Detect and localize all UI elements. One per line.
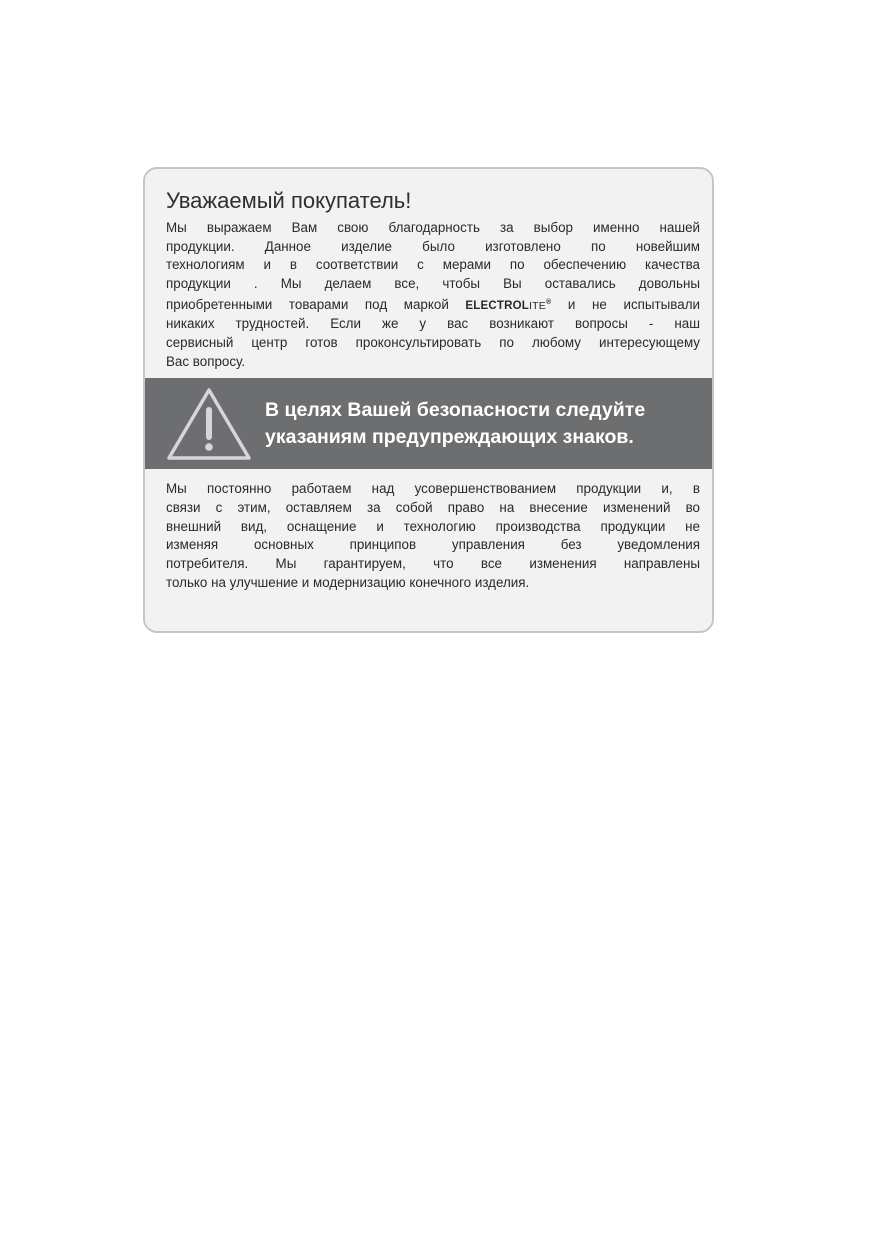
intro-line: Вас вопросу. xyxy=(166,353,246,369)
warning-line-1: В целях Вашей безопасности следуйте xyxy=(265,399,646,421)
intro-line: продукции . Мы делаем все, чтобы Вы оставались довольны xyxy=(166,276,700,292)
outro-line: связи с этим, оставляем за собой право на внесение изменений во xyxy=(166,499,700,515)
brand-line-before: приобретенными товарами под маркой xyxy=(166,296,466,312)
intro-brand-line xyxy=(166,294,700,316)
brand-line-after: и не испытывали xyxy=(551,296,700,312)
notice-title: Уважаемый покупатель! xyxy=(166,188,412,213)
intro-line: никаких трудностей. Если же у вас возникают вопросы - наш xyxy=(166,316,700,332)
outro-line: изменяя основных принципов управления без уведомления xyxy=(166,537,700,553)
warning-line-2: указаниям предупреждающих знаков. xyxy=(265,426,634,448)
brand-name xyxy=(465,300,551,312)
intro-line: сервисный центр готов проконсультировать по любому интересующему xyxy=(166,335,700,351)
safety-warning-text xyxy=(265,397,695,451)
outro-paragraph xyxy=(166,480,700,593)
outro-line: только на улучшение и модернизацию конечного изделия. xyxy=(166,574,530,590)
intro-paragraph xyxy=(166,219,700,371)
brand-name-light: ITE xyxy=(529,299,546,312)
intro-line: технологиям и в соответствии с мерами по обеспечению качества xyxy=(166,257,700,273)
brand-registered-mark: ® xyxy=(545,298,552,306)
intro-line: Мы выражаем Вам свою благодарность за выбор именно нашей xyxy=(166,220,700,235)
outro-line: Мы постоянно работаем над усовершенствованием продукции и, в xyxy=(166,481,700,496)
brand-name-bold: ELECTROL xyxy=(465,299,529,312)
outro-line: потребителя. Мы гарантируем, что все изменения направлены xyxy=(166,556,700,572)
outro-line: внешний вид, оснащение и технологию производства продукции не xyxy=(166,518,700,534)
customer-notice-card xyxy=(143,167,714,633)
warning-triangle-icon xyxy=(164,384,254,464)
safety-warning-banner xyxy=(145,378,712,469)
intro-line: продукции. Данное изделие было изготовлено по новейшим xyxy=(166,238,700,254)
